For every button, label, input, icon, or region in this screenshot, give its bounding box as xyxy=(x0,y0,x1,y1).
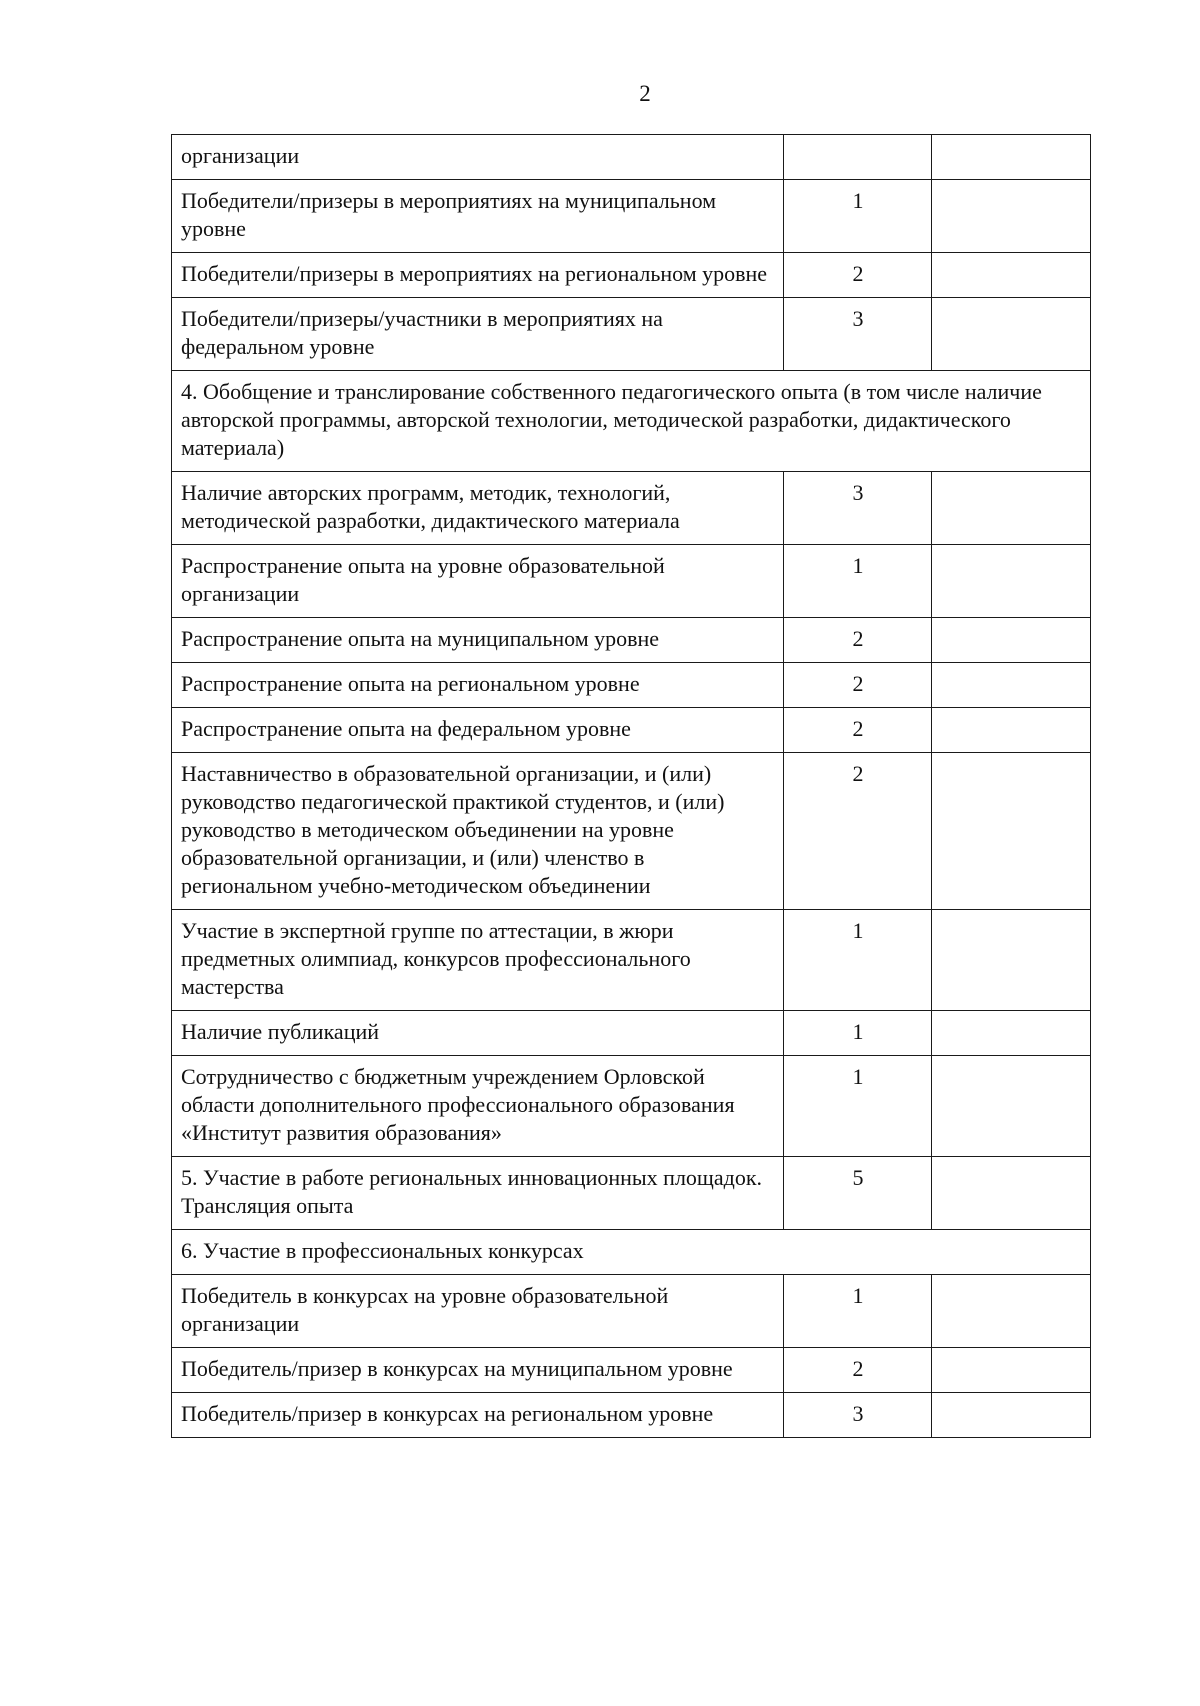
empty-cell xyxy=(932,1157,1091,1230)
score-cell: 1 xyxy=(784,1011,932,1056)
empty-cell xyxy=(932,753,1091,910)
empty-cell xyxy=(932,298,1091,371)
score-cell: 3 xyxy=(784,1393,932,1438)
score-cell: 1 xyxy=(784,1056,932,1157)
table-row xyxy=(172,298,1091,371)
criterion-cell: Победители/призеры в мероприятиях на муниципальном уровне xyxy=(172,180,784,253)
score-cell: 1 xyxy=(784,180,932,253)
empty-cell xyxy=(932,472,1091,545)
score-cell: 2 xyxy=(784,708,932,753)
criterion-cell: Победители/призеры/участники в мероприятиях на федеральном уровне xyxy=(172,298,784,371)
score-cell: 2 xyxy=(784,663,932,708)
criterion-cell: Победители/призеры в мероприятиях на региональном уровне xyxy=(172,253,784,298)
empty-cell xyxy=(932,545,1091,618)
empty-cell xyxy=(932,1348,1091,1393)
score-cell: 3 xyxy=(784,472,932,545)
table-row xyxy=(172,1157,1091,1230)
table-row xyxy=(172,1275,1091,1348)
table-row xyxy=(172,253,1091,298)
score-cell: 1 xyxy=(784,1275,932,1348)
criteria-table-body xyxy=(172,135,1091,1438)
table-row xyxy=(172,753,1091,910)
page-number: 2 xyxy=(639,81,651,106)
criteria-table xyxy=(171,134,1091,1438)
criterion-cell: Сотрудничество с бюджетным учреждением Орловской области дополнительного профессионального образования «Институт развития образования» xyxy=(172,1056,784,1157)
table-row xyxy=(172,1348,1091,1393)
table-row xyxy=(172,545,1091,618)
score-cell: 2 xyxy=(784,618,932,663)
score-cell: 2 xyxy=(784,253,932,298)
criterion-cell: организации xyxy=(172,135,784,180)
criterion-cell: Наличие публикаций xyxy=(172,1011,784,1056)
score-cell: 1 xyxy=(784,545,932,618)
table-row xyxy=(172,1393,1091,1438)
table-row xyxy=(172,472,1091,545)
empty-cell xyxy=(932,1011,1091,1056)
empty-cell xyxy=(932,253,1091,298)
score-cell: 3 xyxy=(784,298,932,371)
table-row xyxy=(172,618,1091,663)
empty-cell xyxy=(932,180,1091,253)
score-cell xyxy=(784,135,932,180)
table-row xyxy=(172,663,1091,708)
criterion-cell: Победитель/призер в конкурсах на региональном уровне xyxy=(172,1393,784,1438)
criterion-cell: Победитель в конкурсах на уровне образовательной организации xyxy=(172,1275,784,1348)
section-heading-cell: 4. Обобщение и транслирование собственного педагогического опыта (в том числе наличие авторской программы, авторской технологии, методической разработки, дидактического материала) xyxy=(172,371,1091,472)
empty-cell xyxy=(932,1056,1091,1157)
table-row xyxy=(172,180,1091,253)
table-row xyxy=(172,135,1091,180)
empty-cell xyxy=(932,135,1091,180)
empty-cell xyxy=(932,1275,1091,1348)
criterion-cell: Распространение опыта на уровне образовательной организации xyxy=(172,545,784,618)
score-cell: 5 xyxy=(784,1157,932,1230)
criterion-cell: Наличие авторских программ, методик, технологий, методической разработки, дидактического материала xyxy=(172,472,784,545)
score-cell: 1 xyxy=(784,910,932,1011)
table-row xyxy=(172,910,1091,1011)
section-row xyxy=(172,1230,1091,1275)
empty-cell xyxy=(932,708,1091,753)
score-cell: 2 xyxy=(784,1348,932,1393)
criterion-cell: Наставничество в образовательной организации, и (или) руководство педагогической практикой студентов, и (или) руководство в методическом объединении на уровне образовательной организации, и (или) членство в региональном учебно-методическом объединении xyxy=(172,753,784,910)
table-row xyxy=(172,1056,1091,1157)
criterion-cell: 5. Участие в работе региональных инновационных площадок. Трансляция опыта xyxy=(172,1157,784,1230)
score-cell: 2 xyxy=(784,753,932,910)
criterion-cell: Распространение опыта на муниципальном уровне xyxy=(172,618,784,663)
criterion-cell: Участие в экспертной группе по аттестации, в жюри предметных олимпиад, конкурсов профессионального мастерства xyxy=(172,910,784,1011)
section-row xyxy=(172,371,1091,472)
criterion-cell: Победитель/призер в конкурсах на муниципальном уровне xyxy=(172,1348,784,1393)
empty-cell xyxy=(932,910,1091,1011)
table-row xyxy=(172,708,1091,753)
empty-cell xyxy=(932,1393,1091,1438)
table-row xyxy=(172,1011,1091,1056)
section-heading-cell: 6. Участие в профессиональных конкурсах xyxy=(172,1230,1091,1275)
empty-cell xyxy=(932,663,1091,708)
empty-cell xyxy=(932,618,1091,663)
criterion-cell: Распространение опыта на региональном уровне xyxy=(172,663,784,708)
criterion-cell: Распространение опыта на федеральном уровне xyxy=(172,708,784,753)
